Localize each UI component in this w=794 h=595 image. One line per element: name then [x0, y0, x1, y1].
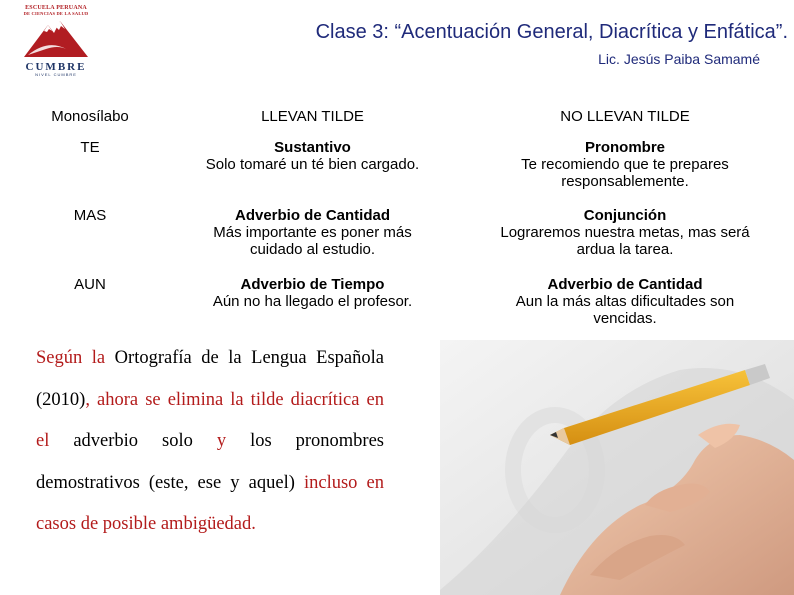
logo-top-line1: ESCUELA PERUANA — [25, 5, 87, 11]
cell-title: Pronombre — [584, 139, 665, 156]
cell-title: Adverbio de Cantidad — [234, 207, 391, 224]
note-part: y — [216, 431, 227, 451]
cell-example: Aún no ha llegado el profesor. — [212, 293, 413, 310]
table-cell — [480, 207, 770, 258]
note-part: Según la — [36, 348, 106, 368]
ortografia-note — [36, 338, 384, 546]
row-word-mas: MAS — [73, 207, 107, 224]
header-monosilabo: Monosílabo — [51, 108, 129, 125]
note-part: , ahora se elimina la tilde diacrítica en el — [36, 389, 384, 451]
table-cell — [170, 139, 455, 173]
page-title: Clase 3: “Acentuación General, Diacrítica y Enfática”. — [315, 21, 788, 43]
author-name: Lic. Jesús Paiba Samamé — [598, 51, 760, 67]
row-word-te: TE — [80, 139, 100, 156]
cell-example: Aun la más altas dificultades son vencidas. — [515, 293, 735, 327]
institution-logo — [18, 5, 94, 75]
header-no-llevan-tilde: NO LLEVAN TILDE — [560, 108, 690, 125]
table-cell — [170, 207, 455, 258]
header-llevan-tilde: LLEVAN TILDE — [261, 108, 364, 125]
note-part: Ortografía de la Lengua Española (2010) — [36, 348, 384, 410]
cell-example: Más importante es poner más cuidado al estudio. — [213, 224, 412, 258]
cell-example: Te recomiendo que te prepares responsablemente. — [521, 156, 729, 190]
table-cell — [170, 276, 455, 310]
cell-example: Solo tomaré un té bien cargado. — [205, 156, 420, 173]
logo-tagline: NIVEL CUMBRE — [35, 72, 77, 77]
note-part: adverbio solo — [49, 431, 217, 451]
table-cell — [480, 276, 770, 327]
cell-title: Adverbio de Cantidad — [547, 276, 703, 293]
table-cell — [480, 139, 770, 190]
cell-title: Adverbio de Tiempo — [240, 276, 385, 293]
logo-top-line2: DE CIENCIAS DE LA SALUD — [23, 11, 89, 16]
hand-pencil-photo — [440, 340, 794, 595]
note-part: los pronombres demostrativos (este, ese y aquel) — [36, 431, 384, 493]
logo-name: CUMBRE — [25, 61, 87, 73]
mountain-icon — [18, 5, 94, 61]
cell-title: Sustantivo — [274, 139, 351, 156]
cell-example: Lograremos nuestra metas, mas será ardua la tarea. — [500, 224, 750, 258]
cell-title: Conjunción — [583, 207, 667, 224]
note-part: incluso en casos de posible ambigüedad. — [36, 472, 384, 534]
row-word-aun: AUN — [74, 276, 106, 293]
